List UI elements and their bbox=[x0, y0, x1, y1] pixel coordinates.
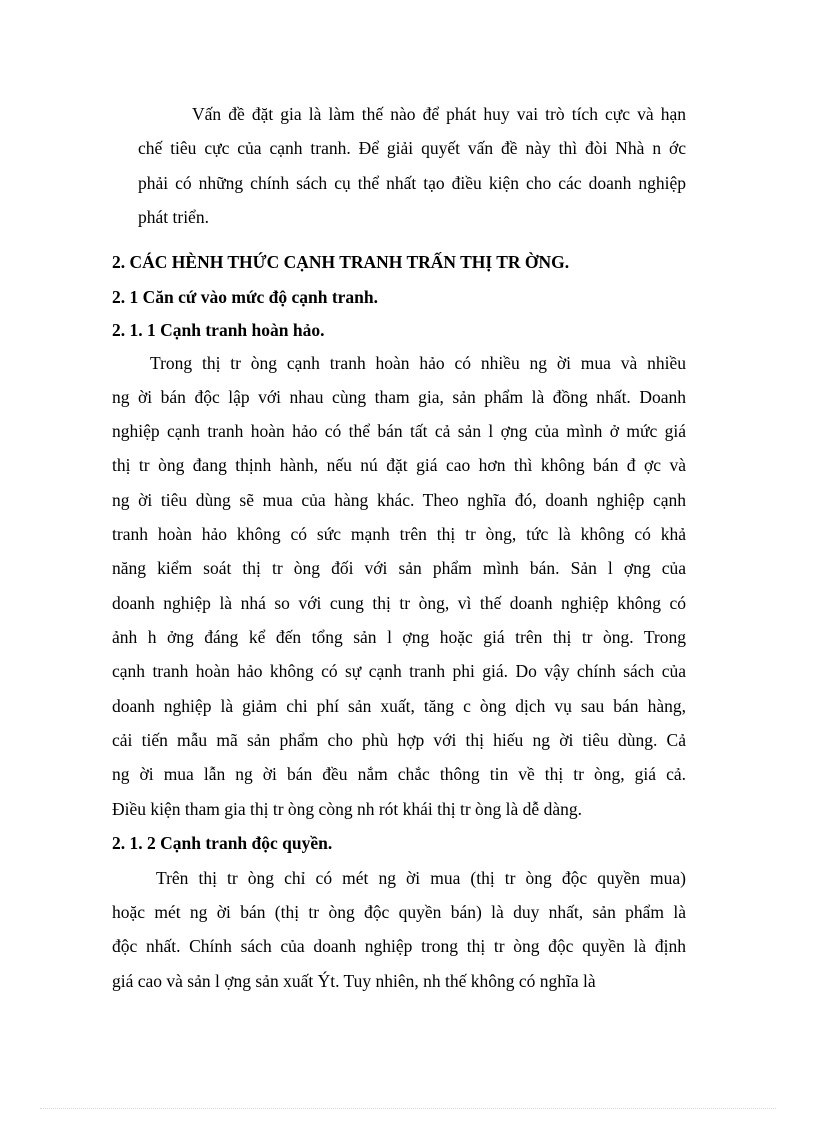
subsection-heading: 2. 1 Căn cứ vào mức độ cạnh tranh. bbox=[112, 287, 379, 307]
page-bottom-rule bbox=[40, 1108, 776, 1109]
paragraph-line: cải tiến mẫu mã sản phẩm cho phù hợp với thị hiếu ng ời tiêu dùng. Cả bbox=[112, 730, 686, 750]
paragraph-line: ng ời mua lẫn ng ời bán đều nắm chắc thông tin về thị tr òng, giá cả. bbox=[112, 764, 686, 784]
paragraph-line: ng ời bán độc lập với nhau cùng tham gia, sản phẩm là đồng nhất. Doanh bbox=[112, 387, 686, 407]
paragraph-line: phát triển. bbox=[138, 207, 209, 227]
paragraph-line: doanh nghiệp là giảm chi phí sản xuất, tăng c òng dịch vụ sau bán hàng, bbox=[112, 696, 686, 716]
paragraph-line: năng kiểm soát thị tr òng đối với sản phẩm mình bán. Sản l ợng của bbox=[112, 558, 686, 578]
subsubsection-heading: 2. 1. 1 Cạnh tranh hoàn hảo. bbox=[112, 320, 325, 340]
paragraph-line: độc nhất. Chính sách của doanh nghiệp trong thị tr òng độc quyền là định bbox=[112, 936, 686, 956]
paragraph-line: thị tr òng đang thịnh hành, nếu nú đặt giá cao hơn thì không bán đ ợc và bbox=[112, 455, 686, 475]
paragraph-line: giá cao và sản l ợng sản xuất Ýt. Tuy nhiên, nh thế không có nghĩa là bbox=[112, 971, 596, 991]
paragraph-line: ng ời tiêu dùng sẽ mua của hàng khác. Theo nghĩa đó, doanh nghiệp cạnh bbox=[112, 490, 686, 510]
paragraph-line: Trên thị tr òng chỉ có mét ng ời mua (thị tr òng độc quyền mua) bbox=[156, 868, 686, 888]
paragraph-line: cạnh tranh hoàn hảo không có sự cạnh tranh phi giá. Do vậy chính sách của bbox=[112, 661, 686, 681]
paragraph-line: hoặc mét ng ời bán (thị tr òng độc quyền bán) là duy nhất, sản phẩm là bbox=[112, 902, 686, 922]
subsubsection-heading: 2. 1. 2 Cạnh tranh độc quyền. bbox=[112, 833, 333, 853]
paragraph-line: ảnh h ởng đáng kể đến tổng sản l ợng hoặc giá trên thị tr òng. Trong bbox=[112, 627, 686, 647]
paragraph-line: tranh hoàn hảo không có sức mạnh trên thị tr òng, tức là không có khả bbox=[112, 524, 686, 544]
paragraph-line: Trong thị tr òng cạnh tranh hoàn hảo có nhiều ng ời mua và nhiều bbox=[150, 353, 686, 373]
paragraph-line: chế tiêu cực của cạnh tranh. Để giải quyết vấn đề này thì đòi Nhà n ớc bbox=[138, 138, 686, 158]
paragraph-line: doanh nghiệp là nhá so với cung thị tr òng, vì thế doanh nghiệp không có bbox=[112, 593, 686, 613]
section-heading: 2. CÁC HÈNH THỨC CẠNH TRANH TRẤN THỊ TR ỜNG. bbox=[112, 252, 570, 272]
paragraph-line: Vấn đề đặt gia là làm thế nào để phát huy vai trò tích cực và hạn bbox=[192, 104, 686, 124]
paragraph-line: nghiệp cạnh tranh hoàn hảo có thể bán tất cả sản l ợng của mình ở mức giá bbox=[112, 421, 686, 441]
paragraph-line: phải có những chính sách cụ thể nhất tạo điều kiện cho các doanh nghiệp bbox=[138, 173, 686, 193]
paragraph-line: Điều kiện tham gia thị tr òng còng nh rót khái thị tr òng là dễ dàng. bbox=[112, 799, 582, 819]
